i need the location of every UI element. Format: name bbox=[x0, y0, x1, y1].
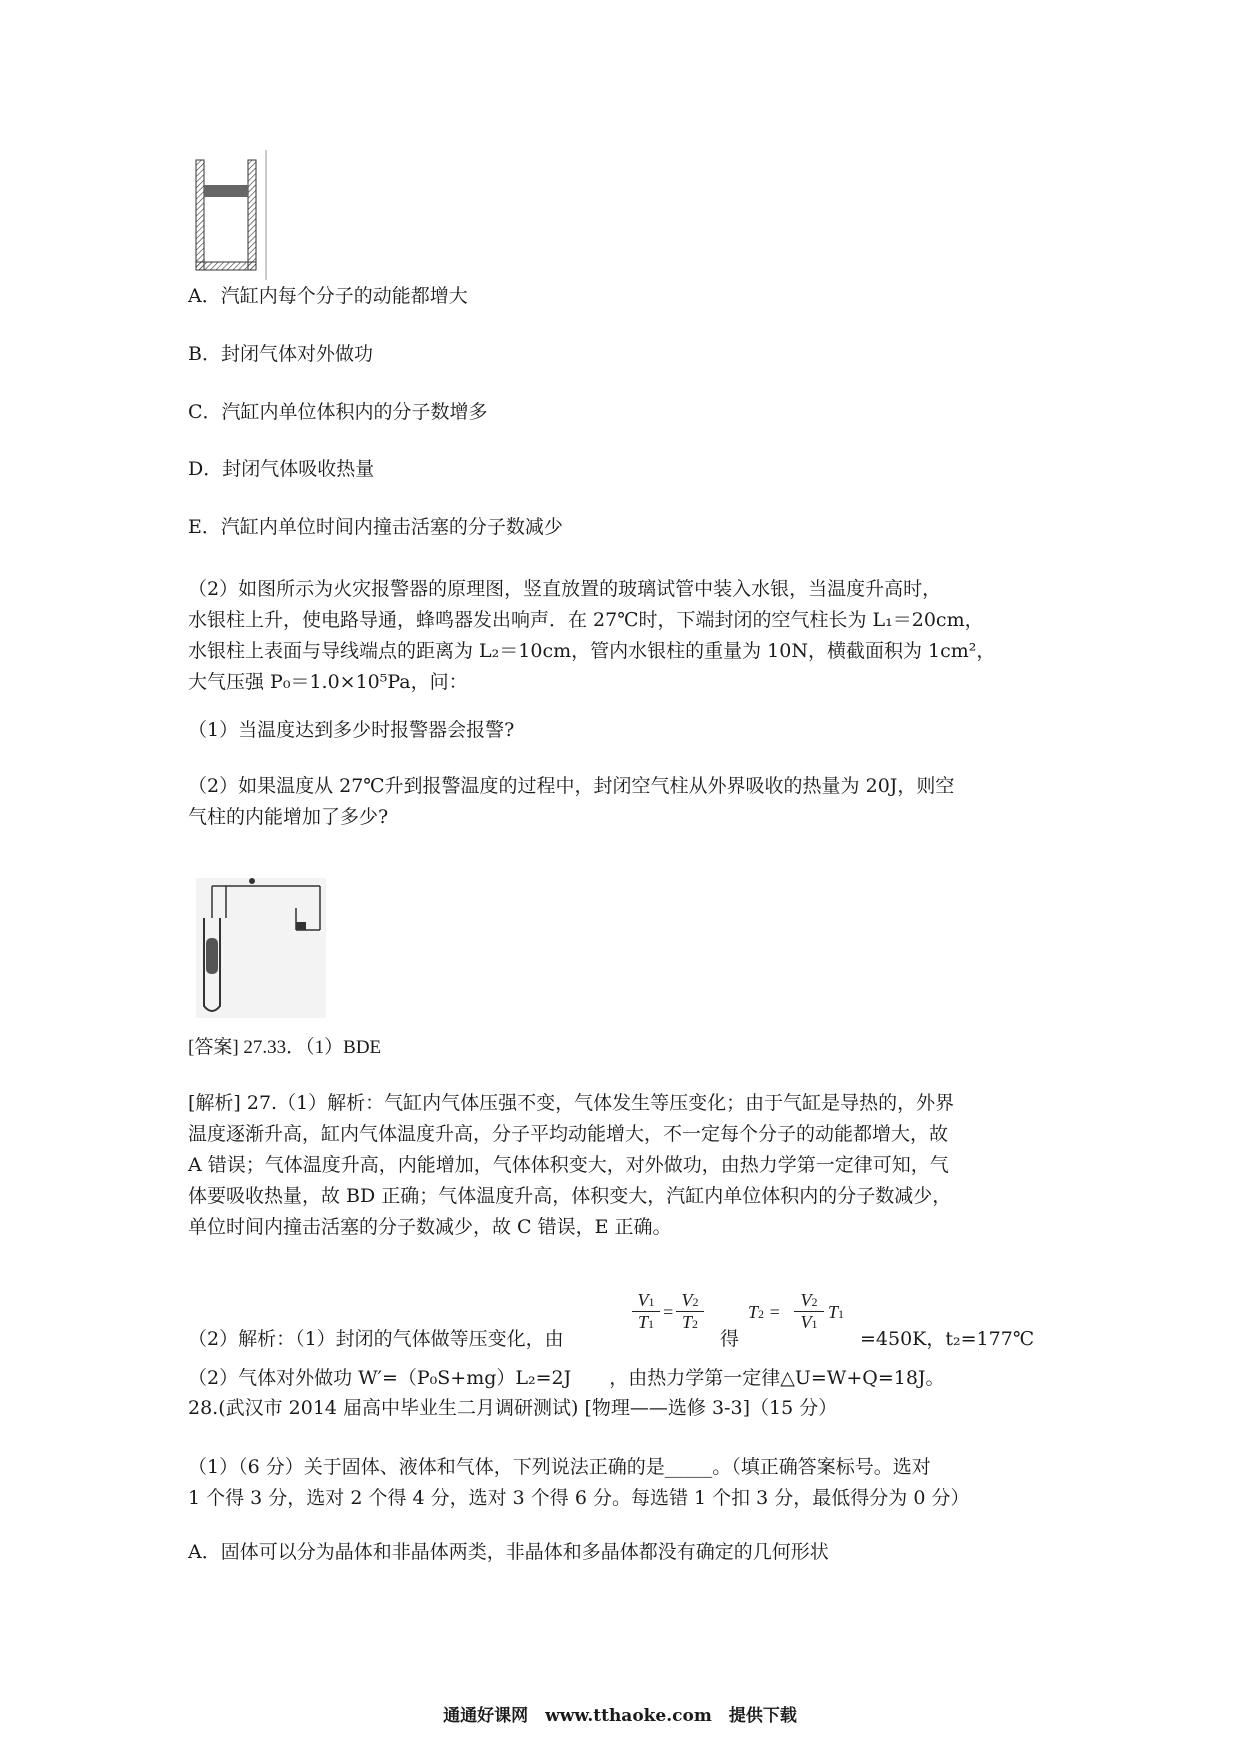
formula-v2-over-t2: $\frac{V2}{T2}$ bbox=[676, 1290, 704, 1333]
option-b: B．封闭气体对外做功 bbox=[188, 343, 373, 365]
question-2-sub1: （1）当温度达到多少时报警器会报警? bbox=[188, 719, 515, 741]
option-e: E．汽缸内单位时间内撞击活塞的分子数减少 bbox=[188, 516, 563, 538]
analysis-part2-mid: 得 bbox=[720, 1328, 740, 1350]
option-d: D．封闭气体吸收热量 bbox=[188, 458, 375, 480]
question-28-text: （1）（6 分）关于固体、液体和气体，下列说法正确的是_____。（填正确答案标号。选对 1 个得 3 分，选对 2 个得 4 分，选对 3 个得 6 分。每选错 1 个扣 3 分，最低得分为 0 分） bbox=[188, 1456, 970, 1509]
option-a: A．汽缸内每个分子的动能都增大 bbox=[188, 285, 468, 307]
analysis-part2-line2: （2）气体对外做功 W′=（P₀S+mg）L₂=2J ，由热力学第一定律△U=W+Q=18J。 bbox=[188, 1367, 945, 1389]
formula-equals-1: = bbox=[662, 1302, 675, 1322]
formula-v1-over-t1: $\frac{V1}{T1}$ bbox=[632, 1290, 660, 1333]
question-28-header: 28.(武汉市 2014 届高中毕业生二月调研测试) [物理——选修 3-3]（15 分） bbox=[188, 1397, 838, 1419]
question-28-option-a: A．固体可以分为晶体和非晶体两类，非晶体和多晶体都没有确定的几何形状 bbox=[188, 1541, 829, 1563]
question-2-text: （2）如图所示为火灾报警器的原理图，竖直放置的玻璃试管中装入水银，当温度升高时， 水银柱上升，使电路导通，蜂鸣器发出响声．在 27℃时，下端封闭的空气柱长为 L₁＝20cm， 水银柱上表面与导线端点的距离为 L₂＝10cm，管内水银柱的重量为 10N，横截面积为 1cm²， 大气压强 P₀＝1.0×10⁵Pa，问： bbox=[188, 578, 996, 693]
question-2-sub2: （2）如果温度从 27℃升到报警温度的过程中，封闭空气柱从外界吸收的热量为 20J，则空 气柱的内能增加了多少? bbox=[188, 775, 955, 828]
formula-t1-factor: T1 bbox=[828, 1302, 845, 1322]
fire-alarm-figure bbox=[196, 878, 326, 1018]
option-c: C．汽缸内单位体积内的分子数增多 bbox=[188, 401, 488, 423]
cylinder-piston-figure bbox=[194, 150, 274, 280]
analysis-part2-prefix: （2）解析：（1）封闭的气体做等压变化，由 bbox=[188, 1328, 564, 1350]
answer-line: [答案] 27.33．（1）BDE bbox=[188, 1037, 382, 1058]
formula-t2-expression: T2 = bbox=[748, 1302, 781, 1322]
formula-v2-over-v1: $\frac{V2}{V1}$ bbox=[794, 1290, 824, 1333]
analysis-text: [解析] 27.（1）解析：气缸内气体压强不变，气体发生等压变化；由于气缸是导热的，外界 温度逐渐升高，缸内气体温度升高，分子平均动能增大，不一定每个分子的动能都增大，故 A 错误；气体温度升高，内能增加，气体体积变大，对外做功，由热力学第一定律可知，气 体要吸收热量，故 BD 正确；气体温度升高，体积变大，汽缸内单位体积内的分子数减少， 单位时间内撞击活塞的分子数减少，故 C 错误，E 正确。 bbox=[188, 1092, 955, 1238]
footer-source: 通通好课网 www.tthaoke.com 提供下载 bbox=[443, 1706, 797, 1726]
analysis-part2-suffix: =450K，t₂=177℃ bbox=[860, 1328, 1035, 1350]
